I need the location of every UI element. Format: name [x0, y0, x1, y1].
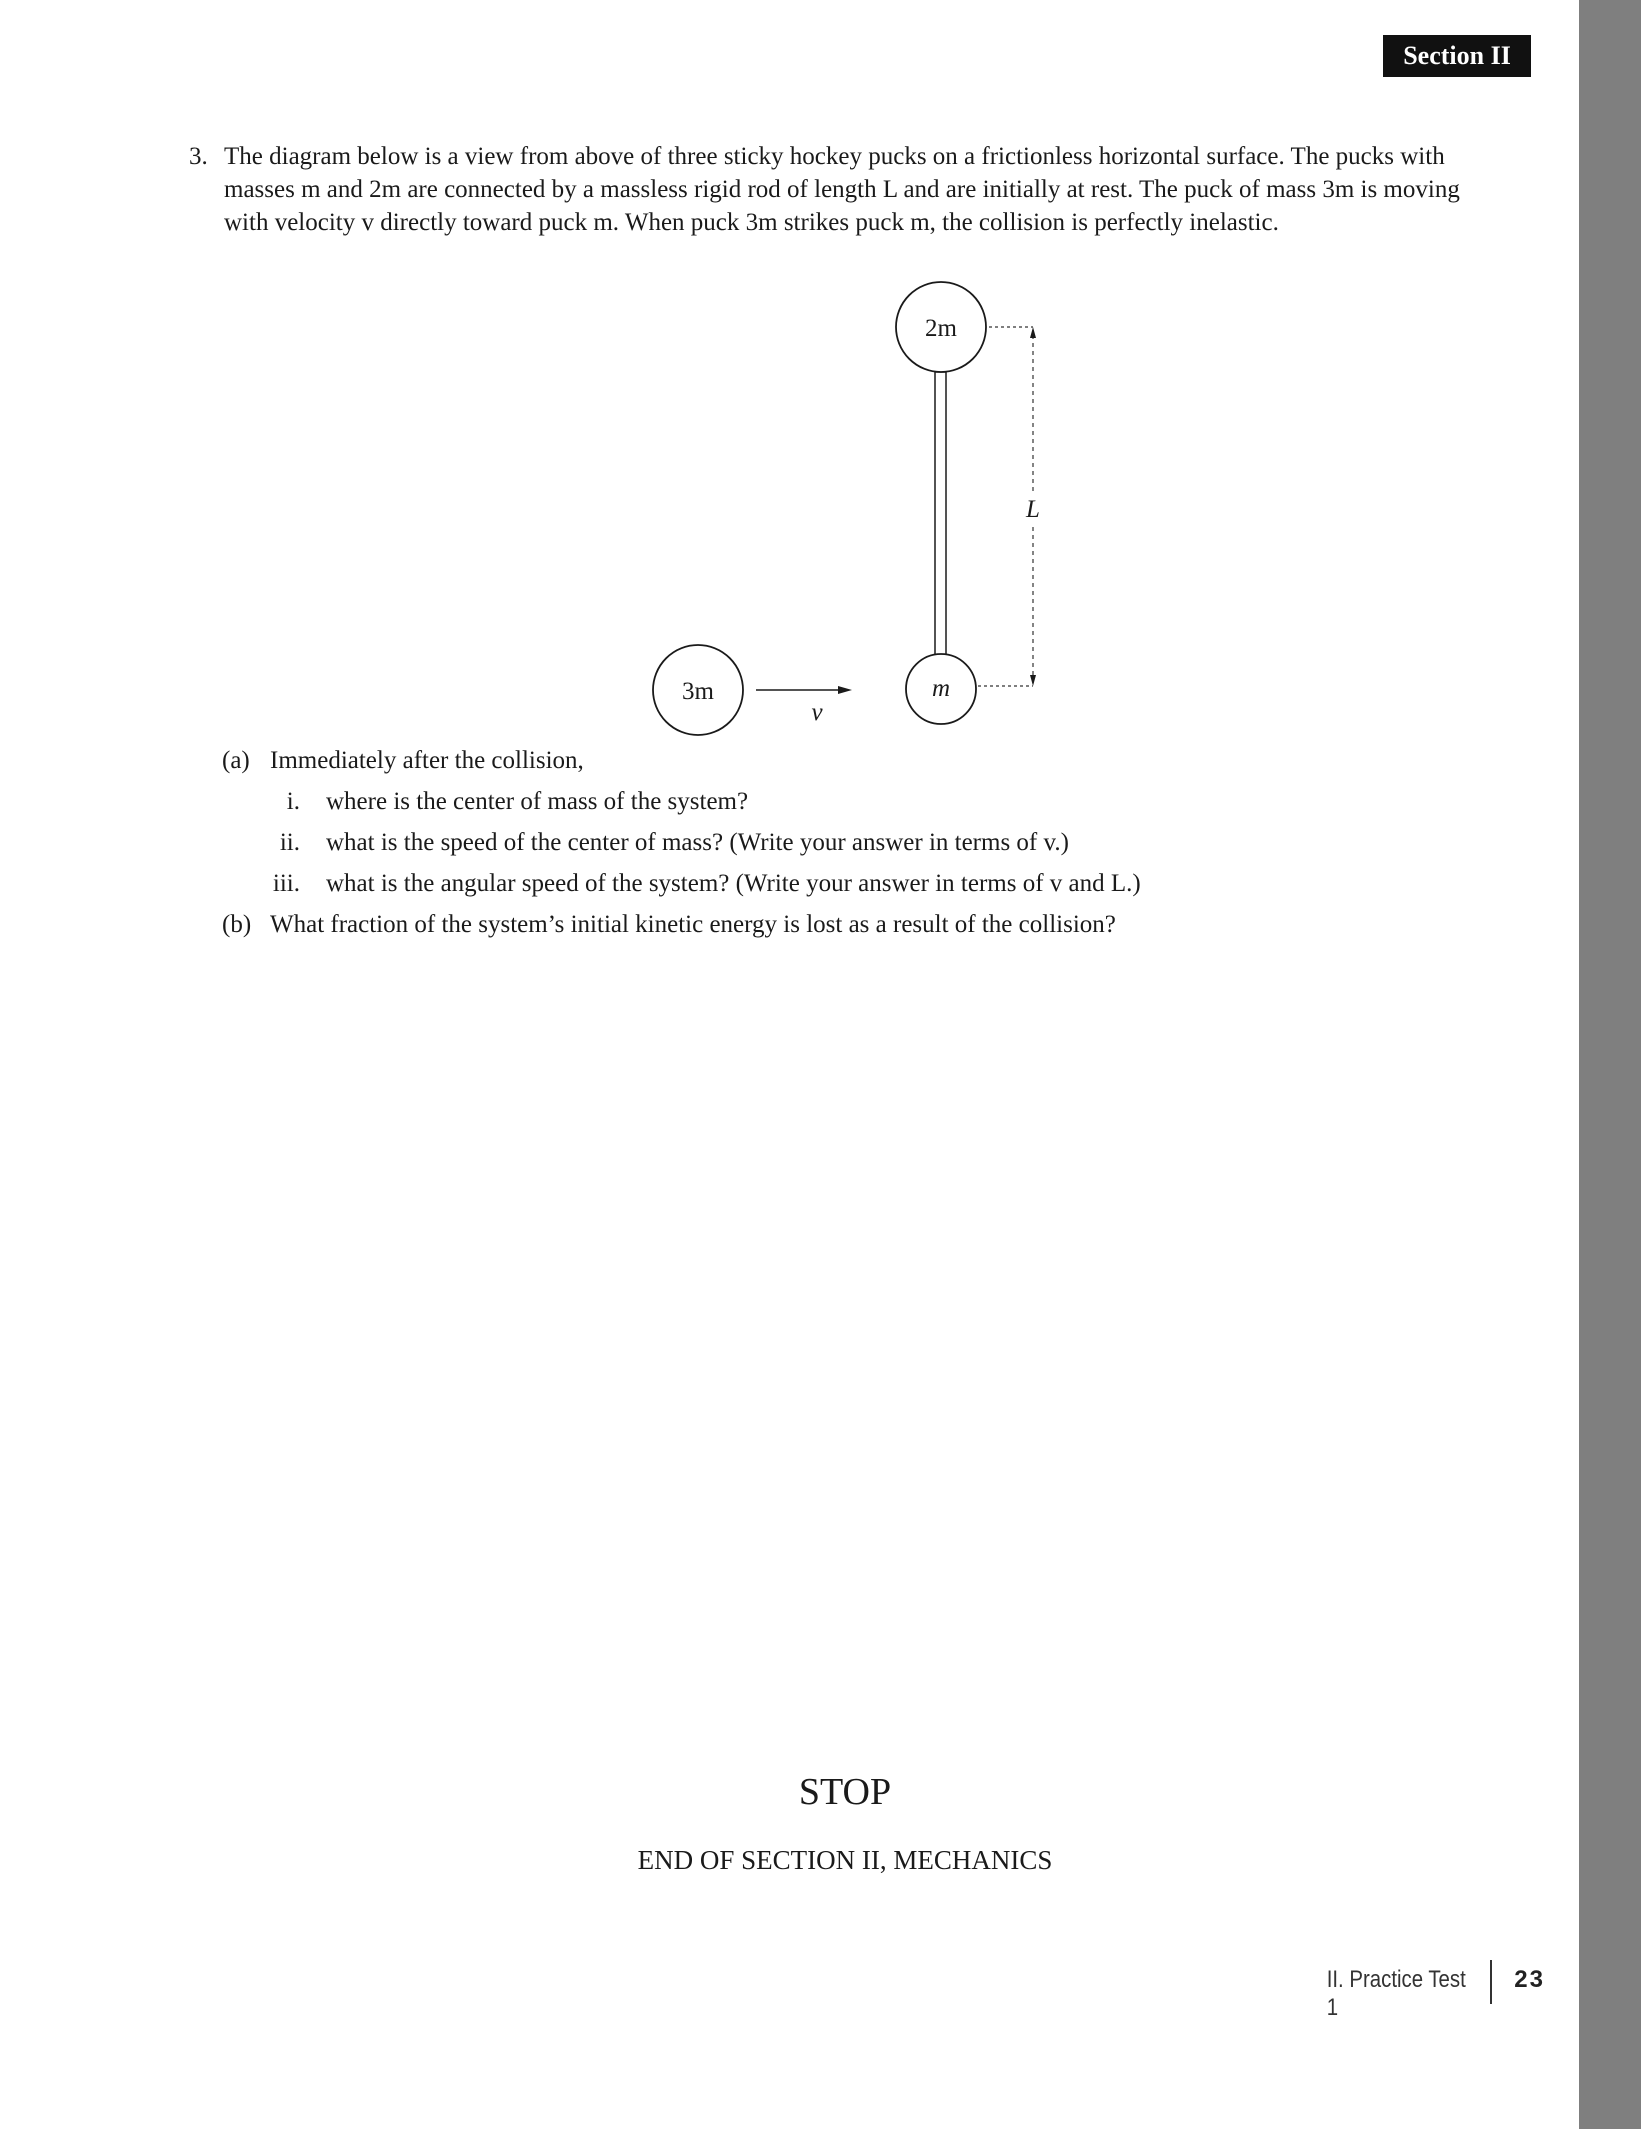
velocity-arrowhead-icon: [838, 686, 852, 694]
part-a-label: (a): [222, 747, 250, 774]
footer-label: II. Practice Test 1: [1326, 1966, 1466, 2021]
stop-heading: STOP: [798, 1771, 892, 1813]
dimension-arrowhead-up-icon: [1030, 327, 1036, 338]
rigid-rod: [935, 372, 946, 658]
page-number: 23: [1514, 1966, 1545, 1993]
length-label: L: [1026, 496, 1040, 523]
puck-3m-label: 3m: [682, 678, 714, 705]
page-footer: [1300, 1966, 1550, 2021]
question-number: 3.: [189, 143, 208, 170]
dimension-arrowhead-down-icon: [1030, 675, 1036, 686]
part-b-label: (b): [222, 911, 252, 938]
part-a-i-label: i.: [286, 788, 300, 815]
question-line-3: with velocity v directly toward puck m. When puck 3m strikes puck m, the collision is perfectly inelastic.: [224, 209, 1279, 236]
part-a-text: Immediately after the collision,: [270, 747, 584, 774]
question-line-2: masses m and 2m are connected by a massless rigid rod of length L and are initially at rest. The puck of mass 3m is moving: [224, 176, 1460, 203]
velocity-label: v: [811, 699, 823, 726]
hockey-puck-diagram: [0, 0, 1641, 760]
footer-divider: [1490, 1960, 1492, 2004]
question-line-1: The diagram below is a view from above of three sticky hockey pucks on a frictionless horizontal surface. The pucks with: [224, 143, 1445, 170]
end-of-section-text: END OF SECTION II, MECHANICS: [637, 1845, 1053, 1875]
part-a-i-text: where is the center of mass of the system?: [326, 788, 749, 815]
section-label: Section II: [1403, 41, 1511, 70]
part-a-iii-label: iii.: [272, 870, 300, 897]
part-a-ii-text: what is the speed of the center of mass? (Write your answer in terms of v.): [326, 829, 1069, 856]
part-a-ii-label: ii.: [279, 829, 300, 856]
puck-2m-label: 2m: [925, 315, 957, 342]
puck-m-label: m: [931, 675, 951, 702]
part-a-iii-text: what is the angular speed of the system? (Write your answer in terms of v and L.): [326, 870, 1141, 897]
part-b-text: What fraction of the system’s initial kinetic energy is lost as a result of the collision?: [270, 911, 1116, 938]
